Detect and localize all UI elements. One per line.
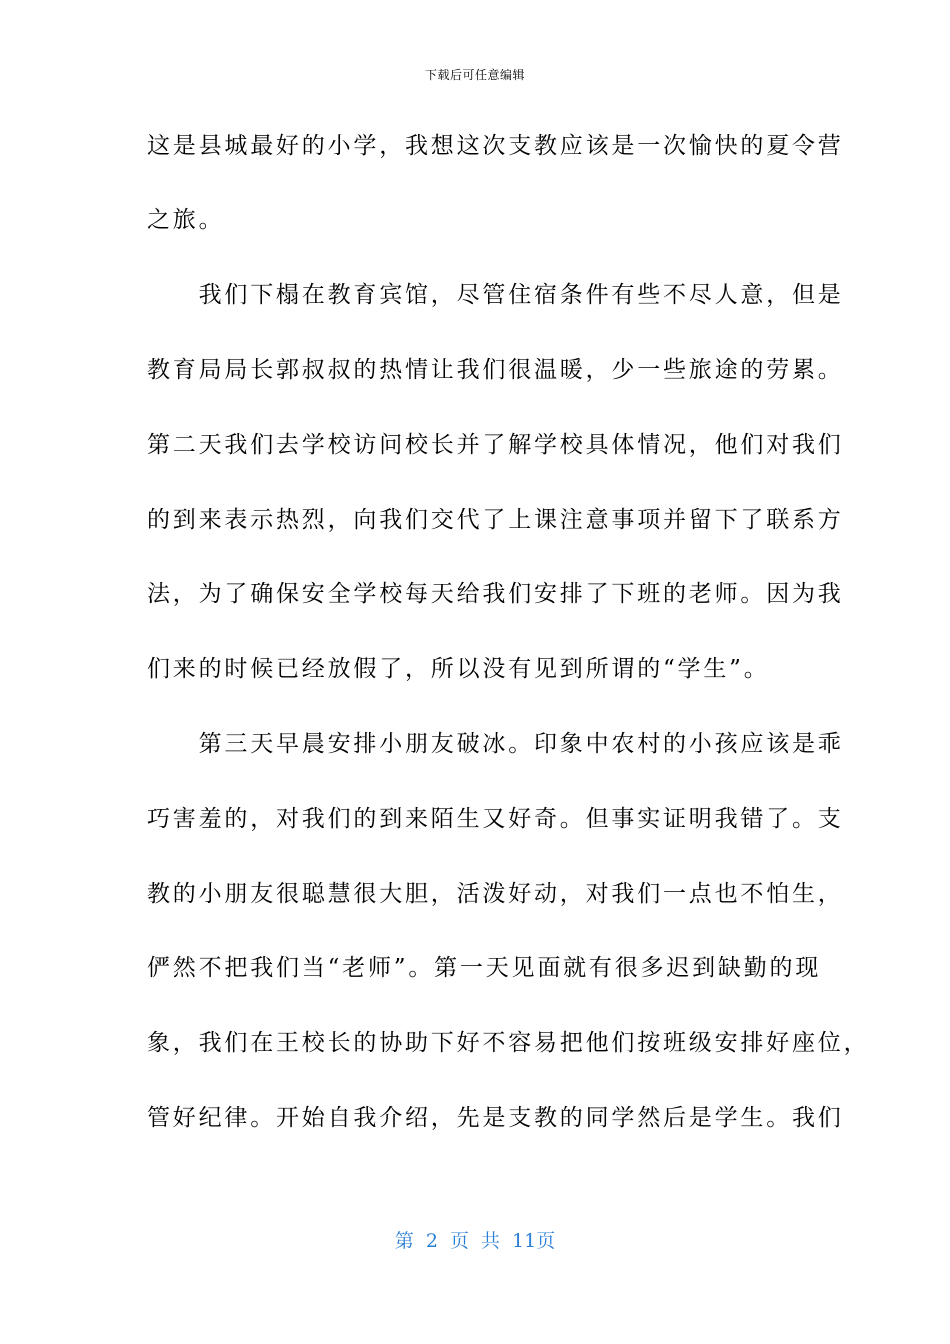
body-line-10: 巧害羞的，对我们的到来陌生又好奇。但事实证明我错了。支 <box>147 806 844 832</box>
body-line-14: 管好纪律。开始自我介绍，先是支教的同学然后是学生。我们 <box>147 1105 844 1131</box>
body-line-5: 第二天我们去学校访问校长并了解学校具体情况，他们对我们 <box>147 432 844 458</box>
body-line-3: 我们下榻在教育宾馆，尽管住宿条件有些不尽人意，但是 <box>147 282 844 308</box>
body-line-1: 这是县城最好的小学，我想这次支教应该是一次愉快的夏令营 <box>147 133 844 159</box>
body-line-7: 法，为了确保安全学校每天给我们安排了下班的老师。因为我 <box>147 581 844 607</box>
body-line-11: 教的小朋友很聪慧很大胆，活泼好动，对我们一点也不怕生， <box>147 881 844 907</box>
body-line-4: 教育局局长郭叔叔的热情让我们很温暖，少一些旅途的劳累。 <box>147 357 844 383</box>
body-line-9: 第三天早晨安排小朋友破冰。印象中农村的小孩应该是乖 <box>147 731 844 757</box>
body-line-12: 俨然不把我们当“老师”。第一天见面就有很多迟到缺勤的现 <box>147 955 822 981</box>
page-header: 下载后可任意编辑 <box>424 68 525 82</box>
body-line-13: 象，我们在王校长的协助下好不容易把他们按班级安排好座位， <box>147 1030 870 1056</box>
body-line-6: 的到来表示热烈，向我们交代了上课注意事项并留下了联系方 <box>147 507 844 533</box>
body-line-8: 们来的时候已经放假了，所以没有见到所谓的“学生”。 <box>147 656 770 682</box>
body-line-2: 之旅。 <box>147 207 225 233</box>
page-number-footer: 第 2 页 共 11页 <box>394 1230 556 1252</box>
